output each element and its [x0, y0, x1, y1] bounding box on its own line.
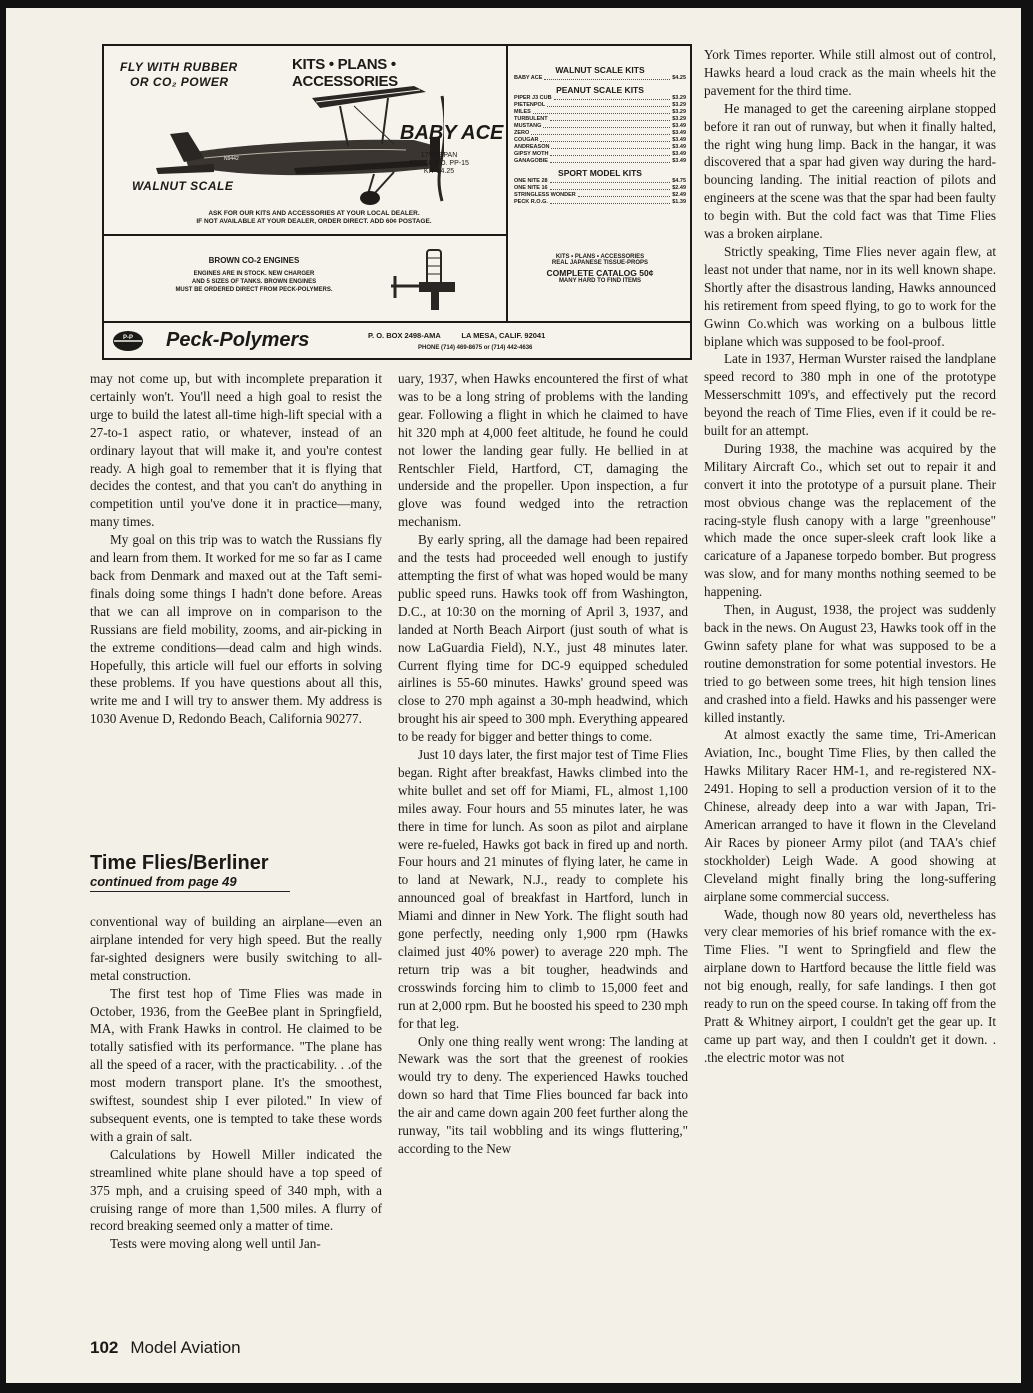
page-footer [90, 1338, 241, 1358]
paragraph: York Times reporter. While still almost out of control, Hawks heard a loud crack as the main wheels hit the pavement for the third time. [704, 47, 996, 98]
article-column-1-top [90, 370, 382, 728]
leader-dots [533, 109, 670, 114]
kit-row [508, 130, 692, 137]
kit-row [508, 137, 692, 144]
kit-row [508, 75, 692, 82]
kit-name: MUSTANG [514, 123, 542, 129]
ad-kits-plans-accessories: KITS • PLANS • ACCESSORIES [292, 56, 398, 90]
kit-name: PECK R.O.G. [514, 199, 548, 205]
leader-dots [550, 178, 671, 183]
paragraph: Tests were moving along well until Jan- [110, 1236, 321, 1252]
kit-row [508, 178, 692, 185]
ad-br-line4: MANY HARD TO FIND ITEMS [558, 278, 642, 284]
kit-price: $2.49 [672, 185, 686, 191]
leader-dots [550, 116, 671, 121]
walnut-kits-heading: WALNUT SCALE KITS [555, 65, 645, 75]
kit-name: ZERO [514, 130, 530, 136]
paragraph: My goal on this trip was to watch the Russians fly and learn from them. It worked for me so far as I came back from Denmark and maxed out at the Taft semi-finals doing some things I hadn't done before. Areas that we can all improve on in comparison to the Russians are field mobility, zooms, and air-picking in the extreme conditions—dead calm and high winds. Hopefully, this article will fuel our efforts in solving these problems. If you have questions about all this, write me and I will try to answer them. My address is 1030 Avenue D, Redondo Beach, California 90277. [90, 532, 382, 727]
magazine-name: Model Aviation [130, 1338, 241, 1357]
leader-dots [551, 144, 670, 149]
ad-baby-ace-title: BABY ACE [400, 122, 504, 144]
sport-kits-heading: SPORT MODEL KITS [558, 168, 642, 178]
kit-name: GANAGOBIE [514, 158, 548, 164]
kit-name: MILES [514, 109, 531, 115]
co2-engine-illustration [389, 246, 479, 316]
kit-name: TURBULENT [514, 116, 548, 122]
paragraph: The first test hop of Time Flies was made in October, 1936, from the GeeBee plant in Springfield, MA, with Frank Hawks in control. He claimed to be totally satisfied with its performance. "The plane has all the speed of a racer, with the practicability. . .of the most modern transport plane. It's the smoothest, swiftest, soundest ship I ever piloted." In view of subsequent events, one is tempted to take these words with a grain of salt. [90, 985, 382, 1144]
ad-brown-line3: MUST BE ORDERED DIRECT FROM PECK-POLYMERS. [175, 287, 333, 293]
article-column-1-bottom [90, 913, 382, 1253]
paragraph: uary, 1937, when Hawks encountered the first of what was to be a long string of problems with the landing gear. Following a flight in which he claimed to have hit 320 mph at 4,000 feet altitude, he found he could not lower the landing gear fully. He bellied in at Rentschler Field, Hartford, CT, damaging the underside and the propeller. Upon inspection, a fur glove was found wedged into the retraction mechanism. [398, 371, 688, 530]
kit-name: PIETENPOL [514, 102, 546, 108]
paragraph: At almost exactly the same time, Tri-American Aviation, Inc., bought Time Flies, by then called the Hawks Military Racer HM-1, and re-registered NX-2491. Hoping to sell a production version of it to the Chinese, already deep into a war with Japan, Tri-American arranged to have it flown in the Cleveland Air Races by pioneer Army pilot (and TAA's chief stockholder) Leigh Wade. A good showing at Cleveland might finally bring the long-suffering airplane some commercial success. [704, 727, 996, 904]
ad-catalog-price: COMPLETE CATALOG 50¢ [546, 268, 654, 278]
paragraph: Strictly speaking, Time Flies never again flew, at least not under that name, nor in its well known shape. Shortly after the disastrous landing, Hawks announced his retirement from speed flying, to go to work for the Gwinn Co.which was working on a bulbous little biplane which was supposed to be fool-proof. [704, 243, 996, 349]
kit-name: STRINGLESS WONDER [514, 192, 576, 198]
article-column-2 [398, 370, 688, 1158]
article-continued-note: continued from page 49 [90, 874, 290, 892]
leader-dots [531, 130, 670, 135]
kit-row [508, 123, 692, 130]
kit-price: $3.29 [672, 95, 686, 101]
kit-price: $3.29 [672, 102, 686, 108]
paragraph: Just 10 days later, the first major test of Time Flies began. Right after breakfast, Hawks climbed into the white bullet and set off for Miami, FL, almost 1,100 miles away. Four hours and 55 minutes later, he was there in time for lunch. As soon as pilot and airplane were re-fueled, Hawks got back in fired up and north. Four hours and 21 minutes of flying later, he came in to land at Newark, N.J., ready to complete his announced goal of breakfast in Hartford, lunch in Miami and dinner in New York. The flight south had gone perfectly, needing only 1,900 rpm (Hawks claimed just 40% power) to average 220 mph. The return trip was a bit tougher, headwinds and crosswinds forcing him to climb to 15,000 feet and run at 2,000 rpm. But he boosted his speed to 230 mph for that leg. [398, 747, 688, 1031]
ad-fly-line1: FLY WITH RUBBER [120, 60, 238, 74]
leader-dots [554, 95, 671, 100]
kit-name: ONE NITE 28 [514, 178, 548, 184]
kit-row [508, 109, 692, 116]
leader-dots [550, 199, 670, 204]
article-column-3 [704, 46, 996, 1067]
ad-span-line3: KIT $4.25 [423, 168, 455, 175]
logo-text: P-P [122, 335, 134, 341]
ad-kit-price-list [506, 46, 692, 321]
ad-fly-line2: OR CO₂ POWER [130, 75, 229, 89]
kit-row [508, 185, 692, 192]
paragraph: Wade, though now 80 years old, nevertheless has very clear memories of his brief romance with the ex-Time Flies. "I went to Springfield and flew the airplane down to Hartford because the little field was not big enough, really, for safe landings. I then got ready to run on the speed course. In taking off from the Pratt & Whitney airport, I couldn't get the gear up. It came up part way, and then I couldn't get it down. . .the electric motor was not [704, 906, 996, 1065]
ad-span-line1: 17½" SPAN [420, 152, 458, 159]
kit-price: $3.29 [672, 109, 686, 115]
ad-brown-line1: ENGINES ARE IN STOCK. NEW CHARGER [193, 271, 315, 277]
magazine-page [6, 8, 1021, 1383]
kit-price: $3.29 [672, 116, 686, 122]
ad-br-line1: KITS • PLANS • ACCESSORIES [555, 254, 645, 260]
ad-span-line2: STOCK NO. PP-15 [409, 160, 469, 167]
leader-dots [550, 185, 671, 190]
kit-name: ONE NITE 16 [514, 185, 548, 191]
kit-name: BABY ACE [514, 75, 543, 81]
paragraph: By early spring, all the damage had been repaired and the tests had proceeded well enough to justify attempting the first of what was hoped would be many public speed runs. Hawks took off from Washington, D.C., at 10:30 on the morning of April 3, 1937, and landed at North Beach Airport (just south of what is now LaGuardia Field), N.Y., just 48 minutes later. Current flying time for DC-9 equipped scheduled airlines is 55-60 minutes. Hawks' ground speed was close to 270 mph against a 30-mph headwind, which brought his air speed to 300 mph. Everything appeared to be ready for bigger and better things to come. [398, 532, 688, 745]
leader-dots [543, 123, 670, 128]
kit-price: $3.49 [672, 130, 686, 136]
kit-row [508, 116, 692, 123]
kit-row [508, 95, 692, 102]
kit-price: $1.39 [672, 199, 686, 205]
paragraph: During 1938, the machine was acquired by the Military Aircraft Co., which set out to repair it and convert it into the prototype of a pursuit plane. Their most obvious change was the replacement of the racing-style flush canopy with a large "greenhouse" which made the once super-sleek craft look like a caricature of a Japanese torpedo bomber. But progress was slow, and for many months nothing seemed to be happening. [704, 440, 996, 600]
kit-price: $3.49 [672, 123, 686, 129]
article-title: Time Flies/Berliner [90, 852, 269, 874]
kit-price: $4.25 [672, 75, 686, 81]
kit-name: PIPER J3 CUB [514, 95, 552, 101]
kit-name: GIPSY MOTH [514, 151, 549, 157]
paragraph: Calculations by Howell Miller indicated the streamlined white plane should have a top speed of 375 mph, and a cruising speed of 340 mph, with a cruising range of more than 1,500 miles. A flurry of record breaking seemed only a matter of time. [90, 1146, 382, 1234]
kit-row [508, 102, 692, 109]
leader-dots [544, 75, 670, 80]
kit-row [508, 158, 692, 165]
kit-name: COUGAR [514, 137, 539, 143]
peck-polymers-advertisement [102, 44, 692, 360]
peck-polymers-logo [112, 330, 144, 352]
paragraph: Late in 1937, Herman Wurster raised the landplane speed record to 380 mph in one of the prototype Messerschmitt 109's, and effectively put the record beyond the reach of Time Flies, even if it could be re-built for an attempt. [704, 351, 996, 439]
leader-dots [540, 137, 670, 142]
leader-dots [578, 192, 671, 197]
ad-left-panel [104, 46, 504, 358]
ad-walnut-scale: WALNUT SCALE [132, 179, 234, 193]
kit-row [508, 199, 692, 206]
leader-dots [547, 102, 670, 107]
leader-dots [550, 158, 670, 163]
kit-row [508, 144, 692, 151]
leader-dots [550, 151, 670, 156]
ad-brown-engines-text [144, 270, 364, 294]
ad-catalog-box [508, 254, 692, 284]
ad-baby-ace-specs [404, 152, 474, 176]
ad-phone: PHONE (714) 469-8675 or (714) 442-4636 [418, 345, 533, 351]
kit-price: $3.49 [672, 144, 686, 150]
kit-row [508, 151, 692, 158]
ad-divider [104, 234, 506, 236]
ad-br-line2: REAL JAPANESE TISSUE-PROPS [551, 260, 649, 266]
paragraph: may not come up, but with incomplete preparation it certainly won't. You'll need a high goal to resist the urge to build the latest all-time high-lift special with a 27-to-1 aspect ratio, or whatever, instead of an ordinary layout that will make it, and you're contest ready. A high goal to remember that it is flying that decides the contest, and that you can't do anything in competition until you've done it in practice—many, many times. [90, 371, 382, 530]
kit-price: $4.75 [672, 178, 686, 184]
kit-price: $3.49 [672, 137, 686, 143]
ad-dealer-notice [144, 210, 484, 226]
plane-registration: N9442 [224, 156, 239, 162]
ad-divider-bottom [104, 321, 690, 323]
paragraph: conventional way of building an airplane—even an airplane intended for very high speed. But the really far-sighted designers were busily switching to all-metal construction. [90, 914, 382, 983]
kit-price: $3.49 [672, 151, 686, 157]
kit-price: $2.49 [672, 192, 686, 198]
paragraph: Then, in August, 1938, the project was suddenly back in the news. On August 23, Hawks took off in the Gwinn safety plane for what was supposed to be a routine demonstration for some potential investors. He tried to go between some trees, hit high tension lines and crashed into a field. Hawks and his passenger were killed instantly. [704, 602, 996, 725]
page-number: 102 [90, 1338, 119, 1357]
kits-list [508, 62, 692, 206]
kit-price: $3.49 [672, 158, 686, 164]
ad-ask-line1: ASK FOR OUR KITS AND ACCESSORIES AT YOUR LOCAL DEALER. [208, 210, 420, 217]
kit-row [508, 192, 692, 199]
ad-brown-engines-title: BROWN CO-2 ENGINES [208, 256, 300, 265]
ad-address: P. O. BOX 2498-AMA LA MESA, CALIF. 92041 [368, 331, 546, 340]
paragraph: He managed to get the careening airplane stopped before it ran out of runway, but when it finally halted, the right wing hung limp. Back in the hangar, it was discovered that a spar had given way during the hard-bouncing landing. The initial reaction of pilots and engineers at the scene was that the spar had been faulty to begin with. But the cold fact was that Time Flies was a broken airplane. [704, 100, 996, 242]
ad-ask-line2: IF NOT AVAILABLE AT YOUR DEALER, ORDER DIRECT. ADD 60¢ POSTAGE. [196, 218, 432, 225]
peanut-kits-heading: PEANUT SCALE KITS [556, 85, 644, 95]
kit-name: ANDREASON [514, 144, 550, 150]
paragraph: Only one thing really went wrong: The landing at Newark was the sort that the greenest of rookies would try to deny. The experienced Hawks touched down so hard that Time Flies bounced far back into the air and came down again 200 feet further along the runway, "its tail wobbling and its wings fluttering," according to the New [398, 1033, 688, 1156]
ad-company-name: Peck-Polymers [166, 329, 310, 351]
article-heading [90, 852, 382, 892]
ad-brown-line2: AND 5 SIZES OF TANKS. BROWN ENGINES [191, 279, 317, 285]
